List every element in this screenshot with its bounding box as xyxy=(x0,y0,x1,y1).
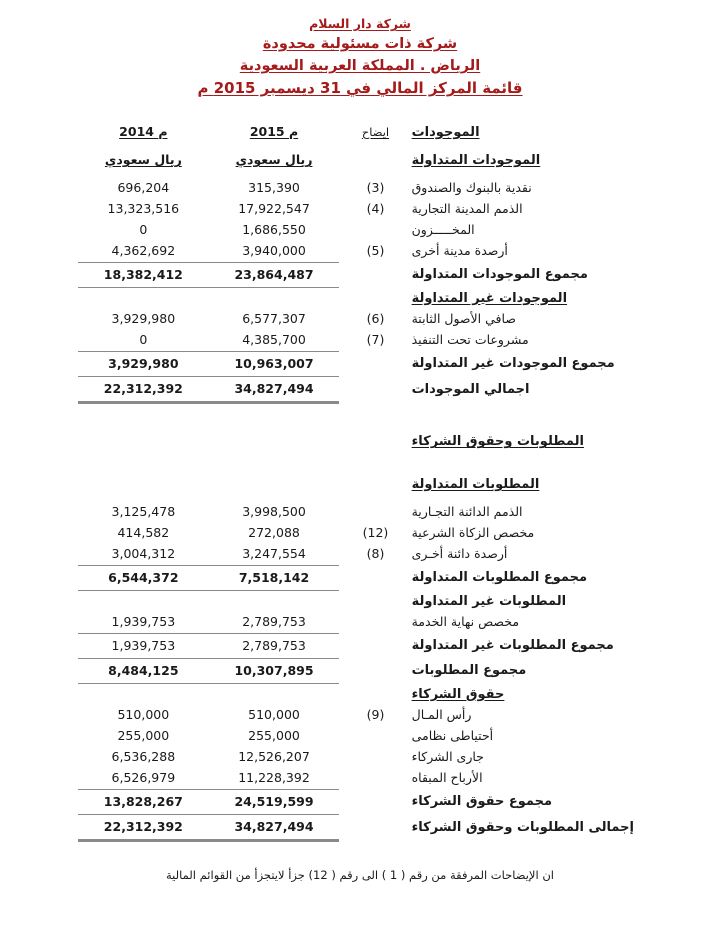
table-grand-total-row xyxy=(78,376,634,402)
company-location: الرياض . المملكة العربية السعودية xyxy=(239,58,481,75)
spacer xyxy=(78,171,634,178)
row-value-2015: 510,000 xyxy=(248,707,300,723)
total-label: مجموع الموجودات المتداولة xyxy=(411,267,588,283)
row-value-2015: 1,686,550 xyxy=(242,222,306,238)
row-note: (4) xyxy=(366,201,385,217)
row-label: الذمم المدينة التجارية xyxy=(411,201,523,217)
row-value-2014: 3,125,478 xyxy=(111,504,176,520)
table-grand-total-row xyxy=(78,658,634,683)
row-value-2015: 3,998,500 xyxy=(242,504,306,520)
spacer-cell xyxy=(78,474,209,495)
row-note xyxy=(339,351,411,376)
table-section-row xyxy=(78,474,634,495)
table-row xyxy=(78,309,634,330)
grand-total-value-2015: 34,827,494 xyxy=(209,376,340,402)
row-note xyxy=(339,747,411,768)
total-label: مجموع الموجودات غير المتداولة xyxy=(411,356,615,372)
grand-total-value-2015: 34,827,494 xyxy=(209,814,340,840)
row-note: (12) xyxy=(362,525,389,541)
section-title-equity: حقوق الشركاء xyxy=(411,686,505,702)
row-value-2014: 696,204 xyxy=(117,180,170,196)
column-header-note: ايضاح xyxy=(361,124,390,139)
grand-total-value-2014: 8,484,125 xyxy=(78,658,209,683)
row-note: (8) xyxy=(366,546,385,562)
row-value-2014: 3,929,980 xyxy=(111,311,176,327)
row-note xyxy=(339,814,411,840)
section-title-non-current-liabilities: المطلوبات غير المتداولة xyxy=(411,593,567,609)
section-title-non-current-assets: الموجودات غير المتداولة xyxy=(411,290,568,306)
section-title-current-assets: الموجودات المتداولة xyxy=(411,152,541,168)
spacer xyxy=(78,402,634,417)
balance-sheet xyxy=(0,122,720,842)
table-header-row xyxy=(78,122,634,143)
table-row xyxy=(78,241,634,263)
spacer-cell xyxy=(78,287,209,309)
table-row xyxy=(78,199,634,220)
row-label: مخصص الزكاة الشرعية xyxy=(411,525,535,541)
row-note xyxy=(339,376,411,402)
total-label: مجموع المطلوبات المتداولة xyxy=(411,570,587,586)
table-row xyxy=(78,220,634,241)
row-value-2014: 3,004,312 xyxy=(78,544,209,566)
row-note xyxy=(339,633,411,658)
total-value-2015: 10,963,007 xyxy=(209,351,340,376)
table-total-row xyxy=(78,789,634,814)
section-title-liabilities-equity: المطلوبات وحقوق الشركاء xyxy=(411,434,584,450)
table-row xyxy=(78,330,634,352)
row-note: (6) xyxy=(366,311,385,327)
spacer xyxy=(78,417,634,430)
table-row xyxy=(78,502,634,523)
total-value-2015: 24,519,599 xyxy=(209,789,340,814)
row-value-2014: 13,323,516 xyxy=(107,201,180,217)
row-label: أرصدة دائنة أخـرى xyxy=(411,546,508,562)
row-value-2015: 11,228,392 xyxy=(209,768,340,790)
row-note xyxy=(339,726,411,747)
table-row xyxy=(78,747,634,768)
grand-total-value-2014: 22,312,392 xyxy=(78,814,209,840)
total-value-2014: 18,382,412 xyxy=(78,262,209,287)
column-header-2015: 2015 م xyxy=(249,124,299,140)
row-value-2015: 6,577,307 xyxy=(242,311,306,327)
company-name: شركة دار السلام xyxy=(309,16,411,31)
row-note: (9) xyxy=(366,707,385,723)
note-empty xyxy=(339,150,411,171)
table-section-row xyxy=(78,430,634,454)
row-value-2014: 0 xyxy=(78,330,209,352)
row-note xyxy=(339,768,411,790)
row-value-2015: 17,922,547 xyxy=(238,201,310,217)
statement-title: قائمة المركز المالي في 31 ديسمبر 2015 م xyxy=(197,79,523,98)
row-value-2015: 272,088 xyxy=(248,525,300,541)
spacer xyxy=(78,454,634,467)
total-label: مجموع المطلوبات غير المتداولة xyxy=(411,638,614,654)
row-label: جارى الشركاء xyxy=(411,749,484,765)
table-row xyxy=(78,178,634,199)
row-note xyxy=(339,789,411,814)
spacer xyxy=(78,495,634,502)
row-note: (5) xyxy=(366,243,385,259)
table-total-row xyxy=(78,351,634,376)
total-value-2014: 6,544,372 xyxy=(78,565,209,590)
row-label: نقدية بالبنوك والصندوق xyxy=(411,180,532,196)
total-label: مجموع حقوق الشركاء xyxy=(411,794,553,810)
total-value-2014: 1,939,753 xyxy=(78,633,209,658)
row-label: الأرباح المبقاه xyxy=(411,770,483,786)
row-note xyxy=(339,612,411,634)
table-section-row xyxy=(78,287,634,309)
row-note xyxy=(339,287,411,309)
table-row xyxy=(78,705,634,726)
table-row xyxy=(78,612,634,634)
row-value-2014: 510,000 xyxy=(117,707,170,723)
row-note xyxy=(339,502,411,523)
row-label: مشروعات تحت التنفيذ xyxy=(411,332,529,348)
spacer-cell xyxy=(78,590,209,612)
table-section-row xyxy=(78,683,634,705)
row-value-2014: 6,526,979 xyxy=(78,768,209,790)
grand-total-value-2015: 10,307,895 xyxy=(209,658,340,683)
row-note: (3) xyxy=(366,180,385,196)
footer-note: ان الإيضاحات المرفقة من رقم ( 1 ) الى رقم ( 12) جزأ لايتجزأ من القوائم المالية xyxy=(166,868,554,882)
row-label: الذمم الدائنة التجـارية xyxy=(411,504,523,520)
spacer-cell xyxy=(78,683,209,705)
spacer xyxy=(78,467,634,474)
row-note xyxy=(339,474,411,495)
currency-header-2015: ريال سعودي xyxy=(235,152,313,168)
total-value-2014: 13,828,267 xyxy=(78,789,209,814)
row-value-2015: 315,390 xyxy=(248,180,300,196)
table-subheader-row xyxy=(78,150,634,171)
row-note xyxy=(339,430,411,454)
table-row xyxy=(78,544,634,566)
table-row xyxy=(78,768,634,790)
grand-total-value-2014: 22,312,392 xyxy=(78,376,209,402)
row-note xyxy=(339,590,411,612)
document-header xyxy=(0,0,720,100)
spacer-cell xyxy=(209,474,340,495)
table-section-row xyxy=(78,590,634,612)
column-header-assets: الموجودات xyxy=(411,124,480,140)
section-title-current-liabilities: المطلوبات المتداولة xyxy=(411,476,540,492)
row-label: أرصدة مدينة أخرى xyxy=(411,243,508,259)
row-note xyxy=(339,565,411,590)
currency-header-2014: ريال سعودي xyxy=(104,152,182,168)
row-label: صافي الأصول الثابتة xyxy=(411,311,516,327)
row-value-2014: 255,000 xyxy=(117,728,170,744)
grand-total-label: اجمالي الموجودات xyxy=(411,381,530,397)
row-note xyxy=(339,220,411,241)
total-value-2015: 23,864,487 xyxy=(209,262,340,287)
row-note: (7) xyxy=(366,332,385,348)
row-note xyxy=(339,262,411,287)
company-legal-form: شركة ذات مسئولية محدودة xyxy=(262,36,458,52)
row-label: المخـــــزون xyxy=(411,222,475,238)
row-value-2014: 0 xyxy=(139,222,148,238)
row-label: رأس المـال xyxy=(411,707,472,723)
row-value-2014: 1,939,753 xyxy=(78,612,209,634)
row-value-2014: 6,536,288 xyxy=(111,749,176,765)
row-value-2015: 2,789,753 xyxy=(209,612,340,634)
row-note xyxy=(339,658,411,683)
table-total-row xyxy=(78,565,634,590)
row-value-2015: 12,526,207 xyxy=(238,749,310,765)
row-label: مخصص نهاية الخدمة xyxy=(411,614,520,630)
table-total-row xyxy=(78,262,634,287)
spacer-cell xyxy=(209,430,340,454)
table-row xyxy=(78,726,634,747)
row-label: أحتياطى نظامى xyxy=(411,728,494,744)
spacer-cell xyxy=(209,590,340,612)
grand-total-label: إجمالى المطلوبات وحقوق الشركاء xyxy=(411,819,634,835)
row-value-2015: 3,940,000 xyxy=(209,241,340,263)
table-row xyxy=(78,523,634,544)
spacer-cell xyxy=(78,430,209,454)
table-grand-total-row xyxy=(78,814,634,840)
row-value-2014: 414,582 xyxy=(117,525,170,541)
row-value-2015: 4,385,700 xyxy=(209,330,340,352)
total-value-2015: 2,789,753 xyxy=(209,633,340,658)
total-value-2015: 7,518,142 xyxy=(209,565,340,590)
table-total-row xyxy=(78,633,634,658)
row-value-2015: 255,000 xyxy=(248,728,300,744)
total-value-2014: 3,929,980 xyxy=(78,351,209,376)
row-value-2015: 3,247,554 xyxy=(209,544,340,566)
column-header-2014: 2014 م xyxy=(119,124,168,140)
row-value-2014: 4,362,692 xyxy=(78,241,209,263)
spacer-cell xyxy=(209,287,340,309)
spacer xyxy=(78,143,634,150)
row-note xyxy=(339,683,411,705)
grand-total-label: مجموع المطلوبات xyxy=(411,663,527,679)
financial-statement-table xyxy=(78,122,634,842)
spacer-cell xyxy=(209,683,340,705)
